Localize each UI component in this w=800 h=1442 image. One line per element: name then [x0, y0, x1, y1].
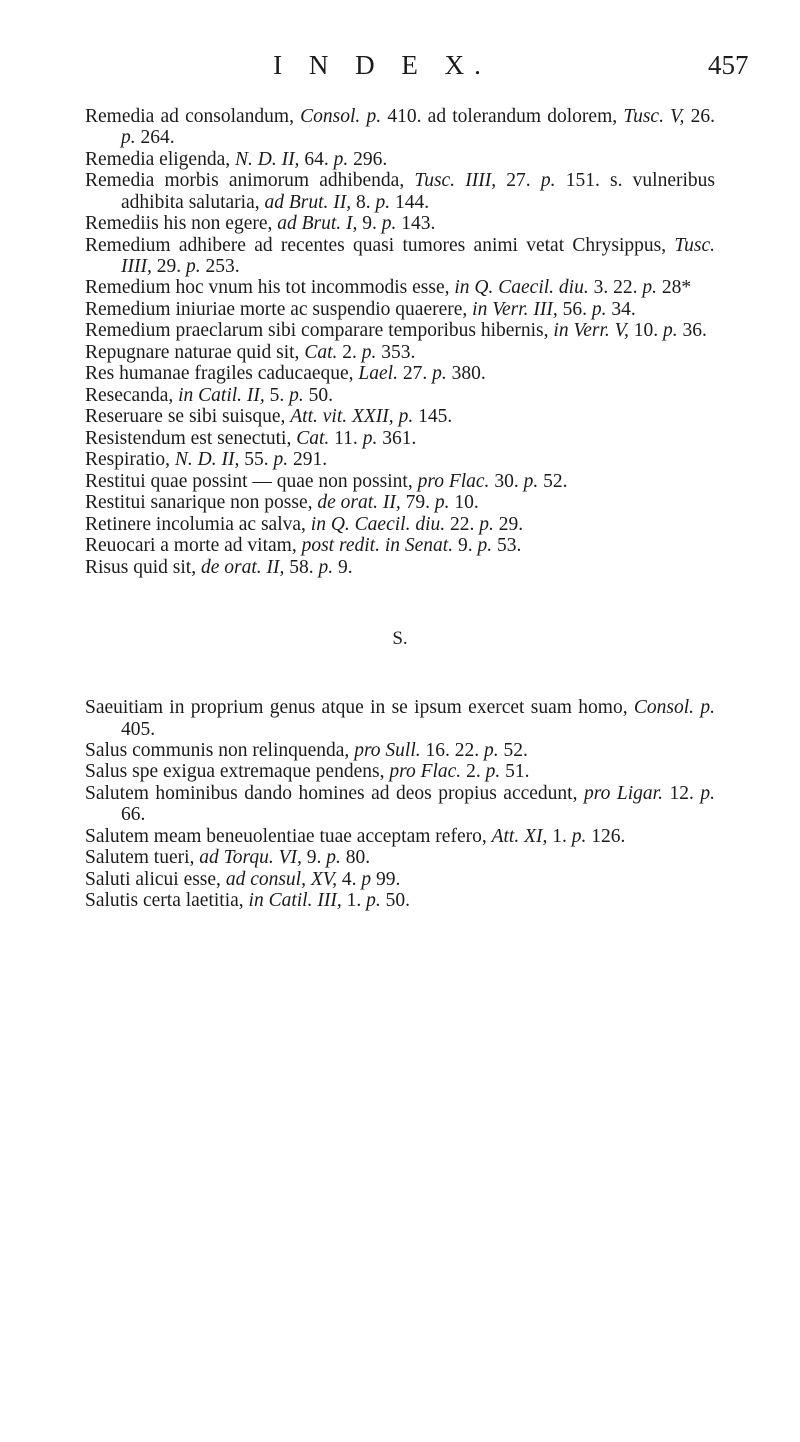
entry-citation: p.: [381, 213, 397, 235]
entry-citation: Consol. p.: [300, 106, 382, 127]
entry-citation: p.: [185, 255, 201, 277]
entry-text: 2.: [461, 761, 486, 783]
entry-text: 55.: [239, 449, 274, 471]
entry-text: 52.: [498, 739, 528, 761]
index-entry: [85, 449, 715, 470]
entry-text: 1.: [547, 825, 572, 847]
entry-citation: pro Ligar.: [584, 782, 663, 804]
entry-text: 145.: [413, 406, 453, 428]
entry-text: Salutem meam beneuolentiae tuae acceptam refero,: [85, 825, 492, 847]
entry-text: 99.: [371, 868, 401, 890]
entry-text: Restitui quae possint — quae non possint,: [85, 470, 418, 492]
entry-citation: p.: [485, 761, 501, 783]
index-entry: [85, 170, 720, 213]
entry-text: Repugnare naturae quid sit,: [85, 341, 305, 363]
entry-text: 353.: [376, 341, 416, 363]
entry-citation: p.: [434, 492, 450, 514]
entry-text: 291.: [288, 449, 328, 471]
entry-citation: p.: [642, 277, 657, 299]
index-entry: [85, 149, 715, 170]
entry-text: 79.: [400, 492, 435, 514]
entry-citation: in Q. Caecil. diu.: [310, 513, 446, 535]
entry-citation: in Verr. III,: [472, 298, 558, 320]
entry-text: 52.: [538, 470, 568, 492]
entry-text: 29.: [151, 255, 186, 277]
entry-citation: Cat.: [304, 341, 338, 363]
entry-text: Resistendum est senectuti,: [85, 427, 297, 449]
entry-text: Salus communis non relinquenda,: [85, 739, 355, 761]
index-entry: [85, 299, 715, 320]
entry-text: 9.: [301, 847, 327, 869]
entry-text: 361.: [377, 427, 417, 449]
entry-citation: p.: [700, 782, 716, 804]
entry-text: 66.: [121, 782, 720, 826]
entry-citation: post redit. in Senat.: [301, 535, 454, 557]
entry-text: Retinere incolumia ac salva,: [85, 513, 311, 535]
entry-citation: p: [361, 868, 372, 890]
entry-text: 380.: [446, 363, 486, 385]
entry-citation: p.: [375, 191, 391, 213]
entry-text: Resecanda,: [85, 384, 179, 406]
entry-text: 151. s. vulneribus adhibita salutaria,: [121, 170, 720, 213]
entry-citation: N. D. II,: [174, 449, 240, 471]
entry-citation: in Verr. V,: [553, 320, 629, 342]
entry-text: Remedia ad consolandum,: [85, 106, 301, 127]
index-entry: [85, 761, 715, 782]
entry-text: Remediis his non egere,: [85, 213, 278, 235]
index-entry: [85, 235, 715, 278]
entry-text: 1.: [341, 890, 367, 912]
entry-citation: de orat. II,: [317, 492, 401, 514]
index-entry: [85, 106, 720, 149]
entry-text: Res humanae fragiles caducaeque,: [85, 363, 359, 385]
entry-text: 64.: [299, 148, 334, 170]
index-entry: [85, 428, 715, 449]
entry-citation: Att. vit. XXII,: [290, 406, 394, 428]
entry-citation: pro Flac.: [389, 761, 462, 783]
entry-text: 56.: [557, 298, 592, 320]
index-entry: [85, 697, 720, 740]
entry-citation: p.: [366, 890, 381, 912]
index-entry: [85, 557, 715, 578]
entry-text: 34.: [606, 298, 636, 320]
entry-text: 58.: [284, 556, 319, 578]
entry-text: Reuocari a morte ad vitam,: [85, 535, 302, 557]
entry-text: Risus quid sit,: [85, 556, 201, 578]
entry-text: 405.: [121, 697, 720, 740]
index-entries: [85, 106, 720, 912]
entry-text: Remedia eligenda,: [85, 148, 235, 170]
entry-citation: p.: [571, 825, 587, 847]
entry-text: Remedium praeclarum sibi comparare temporibus hibernis,: [85, 320, 554, 342]
entry-text: 410. ad tolerandum dolorem,: [381, 106, 624, 127]
entry-citation: p.: [540, 170, 556, 192]
entry-text: Saluti alicui esse,: [85, 868, 226, 890]
entry-text: 5.: [264, 384, 290, 406]
entry-text: 9.: [453, 535, 478, 557]
entry-text: 253.: [200, 255, 240, 277]
index-entry: [85, 826, 715, 847]
entry-citation: in Catil. II,: [178, 384, 265, 406]
entry-text: 80.: [340, 847, 371, 869]
entry-citation: p.: [326, 847, 341, 869]
entry-citation: N. D. II,: [234, 148, 300, 170]
entry-citation: p.: [273, 449, 289, 471]
entry-text: Remedia morbis animorum adhibenda,: [85, 170, 415, 192]
entry-citation: pro Flac.: [417, 470, 490, 492]
index-entry: [85, 514, 715, 535]
entry-citation: p.: [289, 384, 304, 406]
entry-text: Reseruare se sibi suisque,: [85, 406, 291, 428]
entry-citation: Tusc. IIII,: [414, 170, 497, 192]
entry-text: Remedium iniuriae morte ac suspendio quaerere,: [85, 298, 473, 320]
entry-citation: ad Brut. II,: [264, 191, 352, 213]
entry-citation: pro Sull.: [354, 739, 421, 761]
entry-citation: p.: [362, 427, 378, 449]
entry-text: 50.: [303, 384, 334, 406]
entry-text: 9.: [357, 213, 382, 235]
entry-citation: p.: [523, 470, 539, 492]
entry-text: 9.: [333, 556, 353, 578]
index-entry: [85, 213, 715, 234]
entry-text: Salutem hominibus dando homines ad deos propius accedunt,: [85, 782, 584, 804]
entry-text: 264.: [135, 127, 175, 149]
entry-citation: Lael.: [358, 363, 398, 385]
entry-citation: Consol. p.: [633, 697, 715, 719]
entry-citation: p.: [432, 363, 447, 385]
page-number: 457: [708, 50, 749, 80]
entry-citation: p.: [484, 739, 499, 761]
entry-citation: p.: [361, 341, 377, 363]
entry-text: Salus spe exigua extremaque pendens,: [85, 761, 390, 783]
index-entry: [85, 847, 715, 868]
section-letter: S.: [392, 627, 408, 649]
entry-text: 143.: [396, 213, 436, 235]
entry-citation: ad Torqu. VI,: [199, 847, 302, 869]
entry-text: 144.: [390, 191, 430, 213]
entry-text: 27.: [496, 170, 541, 192]
index-entry: [85, 890, 715, 911]
entry-citation: de orat. II,: [200, 556, 285, 578]
running-head: [0, 50, 800, 90]
entry-text: 51.: [500, 761, 530, 783]
entry-citation: p.: [479, 513, 494, 535]
entry-text: 30.: [489, 470, 524, 492]
entry-text: 50.: [380, 890, 410, 912]
entry-text: 53.: [492, 535, 522, 557]
entry-text: Salutem tueri,: [85, 847, 200, 869]
entry-text: 22.: [445, 513, 480, 535]
entry-text: Restitui sanarique non posse,: [85, 492, 318, 514]
index-entry: [85, 277, 715, 298]
entry-text: 36.: [677, 320, 707, 342]
entry-citation: p.: [591, 298, 607, 320]
index-entry: [85, 320, 715, 341]
index-entry: [85, 782, 720, 826]
entry-text: 3. 22.: [588, 277, 643, 299]
entry-citation: in Q. Caecil. diu.: [454, 277, 589, 299]
entry-text: Salutis certa laetitia,: [85, 890, 249, 912]
entry-citation: p.: [318, 556, 334, 578]
index-title: I N D E X.: [273, 50, 491, 80]
index-entry: [85, 363, 715, 384]
entry-text: 10.: [628, 320, 664, 342]
entry-text: Saeuitiam in proprium genus atque in se ipsum exercet suam homo,: [85, 697, 634, 719]
entry-citation: p.: [398, 406, 414, 428]
entry-text: Respiratio,: [85, 449, 175, 471]
entry-text: 16. 22.: [420, 739, 485, 761]
entry-citation: Tusc. V,: [623, 106, 685, 127]
entry-text: 2.: [337, 341, 362, 363]
entry-text: 8.: [351, 191, 376, 213]
entry-citation: Att. XI,: [491, 825, 548, 847]
entry-text: 126.: [586, 825, 626, 847]
index-entry: [85, 740, 715, 761]
entry-text: Remedium hoc vnum his tot incommodis esse,: [85, 277, 455, 299]
entry-text: 4.: [337, 868, 362, 890]
entry-citation: ad consul, XV,: [225, 868, 338, 890]
entry-citation: in Catil. III,: [248, 890, 342, 912]
entry-text: 10.: [449, 492, 479, 514]
entry-citation: p.: [121, 127, 136, 149]
index-entry: [85, 492, 715, 513]
entry-text: 11.: [329, 427, 363, 449]
entry-citation: ad Brut. I,: [277, 213, 358, 235]
entry-text: 29.: [493, 513, 524, 535]
index-entry: [85, 385, 715, 406]
index-entry: [85, 869, 715, 890]
entry-text: 26.: [684, 106, 720, 127]
entry-citation: Cat.: [296, 427, 330, 449]
entry-text: 296.: [348, 148, 388, 170]
entry-citation: p.: [477, 535, 493, 557]
entry-citation: Tusc. IIII,: [121, 234, 715, 277]
index-entry: [85, 535, 715, 556]
index-entry: [85, 406, 715, 427]
index-entry: [85, 471, 715, 492]
entry-citation: p.: [663, 320, 678, 342]
entry-text: Remedium adhibere ad recentes quasi tumores animi vetat Chrysippus,: [85, 234, 675, 256]
entry-citation: p.: [333, 148, 349, 170]
entry-text: 27.: [397, 363, 433, 385]
entry-text: 28*: [656, 277, 692, 299]
index-entry: [85, 342, 715, 363]
entry-text: 12.: [662, 782, 701, 804]
